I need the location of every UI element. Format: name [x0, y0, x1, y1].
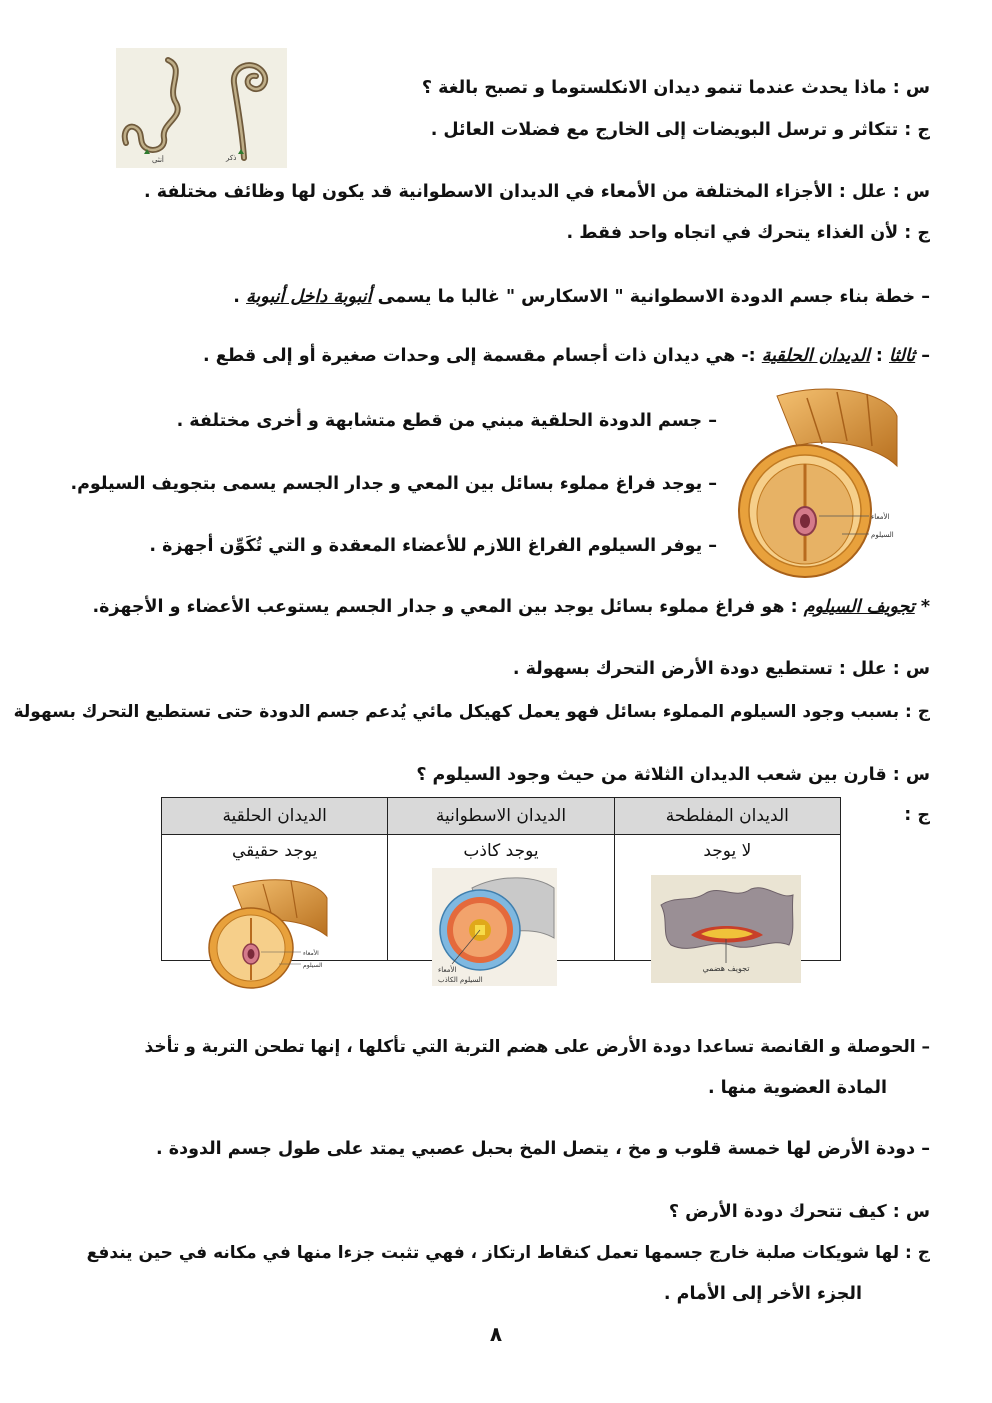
answer-2: ج : لأن الغذاء يتحرك في اتجاه واحد فقط . [566, 223, 930, 243]
section-dash: – [915, 346, 930, 366]
body-plan-term: أنبوبة داخل أنبوبة [246, 287, 372, 307]
definition-rest: : هو فراغ مملوء بسائل يوجد بين المعي و جدار الجسم يستوعب الأعضاء و الأجهزة. [92, 597, 804, 617]
bullet-2: – يوجد فراغ مملوء بسائل بين المعي و جدار الجسم يسمى بتجويف السيلوم. [70, 474, 717, 494]
annelid-cross-section-figure [737, 386, 899, 578]
table-cell: يوجد كاذب [388, 835, 614, 961]
annelid-label-coelom: السيلوم [871, 531, 894, 539]
annelid-table-label-coelom: السيلوم [303, 962, 323, 969]
section-annelids [203, 346, 930, 366]
section-title: الديدان الحلقية [761, 346, 870, 366]
section-sep: : [869, 346, 889, 366]
paragraph-1-line-1: – الحوصلة و القانصة تساعدا دودة الأرض على هضم التربة التي تأكلها ، إنها تطحن التربة و تأخذ [144, 1037, 930, 1057]
roundworm-cross-section-figure [432, 868, 557, 986]
question-1: س : ماذا يحدث عندما تنمو ديدان الانكلستوما و تصبح بالغة ؟ [421, 78, 930, 98]
flatworm-label: تجويف هضمي [702, 964, 750, 973]
bullet-3: – يوفر السيلوم الفراغ اللازم للأعضاء المعقدة و التي تُكَوِّن أجهزة . [149, 536, 717, 556]
annelid-label-intestine: الأمعاء [871, 513, 890, 521]
bullet-1: – جسم الدودة الحلقية مبني من قطع متشابهة و أخرى مختلفة . [176, 411, 717, 431]
answer-3: ج : بسبب وجود السيلوم المملوء بسائل فهو يعمل كهيكل مائي يُدعم جسم الدودة حتى تستطيع التحرك بسهولة [13, 702, 930, 722]
body-plan-prefix: – خطة بناء جسم الدودة الاسطوانية " الاسكارس " غالبا ما يسمى [377, 287, 930, 307]
table-cell: يوجد حقيقي [162, 835, 388, 961]
female-label: أنثى [152, 156, 164, 164]
annelid-table-figure [203, 876, 330, 989]
section-number: ثالثا [889, 346, 916, 366]
table-header: الديدان الاسطوانية [388, 798, 614, 835]
table-cell: لا يوجد [614, 835, 840, 961]
hookworm-figure [116, 48, 287, 168]
definition-star: * [914, 597, 930, 617]
question-2: س : علل : الأجزاء المختلفة من الأمعاء في الديدان الاسطوانية قد يكون لها وظائف مختلفة . [144, 182, 930, 202]
section-rest: :- هي ديدان ذات أجسام مقسمة إلى وحدات صغيرة أو إلى قطع . [203, 346, 762, 366]
paragraph-1-line-2: المادة العضوية منها . [707, 1078, 887, 1098]
answer-1: ج : تتكاثر و ترسل البويضات إلى الخارج مع فضلات العائل . [430, 120, 930, 140]
roundworm-label-coelom: السيلوم الكاذب [438, 976, 483, 984]
answer-4-prefix: ج : [904, 805, 930, 825]
table-header: الديدان المفلطحة [614, 798, 840, 835]
body-plan-suffix: . [233, 287, 247, 307]
answer-5-line-2: الجزء الأخر إلى الأمام . [663, 1284, 862, 1304]
flatworm-cross-section-figure [651, 875, 801, 983]
question-4: س : قارن بين شعب الديدان الثلاثة من حيث وجود السيلوم ؟ [416, 765, 930, 785]
table-header: الديدان الحلقية [162, 798, 388, 835]
question-3: س : علل : تستطيع دودة الأرض التحرك بسهولة . [512, 659, 930, 679]
annelid-table-label-intestine: الأمعاء [303, 950, 319, 957]
roundworm-label-intestine: الأمعاء [438, 966, 457, 974]
male-label: ذكر [226, 154, 237, 162]
question-5: س : كيف تتحرك دودة الأرض ؟ [668, 1202, 930, 1222]
definition-term: تجويف السيلوم [803, 597, 915, 617]
table-header-row [162, 798, 841, 835]
coelom-definition [92, 597, 930, 617]
body-plan-statement [233, 287, 930, 307]
page-number: ٨ [489, 1322, 503, 1346]
answer-5-line-1: ج : لها شويكات صلبة خارج جسمها تعمل كنقاط ارتكاز ، فهي تثبت جزءا منها في مكانه في حين يندفع [86, 1243, 930, 1263]
paragraph-2: – دودة الأرض لها خمسة قلوب و مخ ، يتصل المخ بحبل عصبي يمتد على طول جسم الدودة . [156, 1139, 930, 1159]
